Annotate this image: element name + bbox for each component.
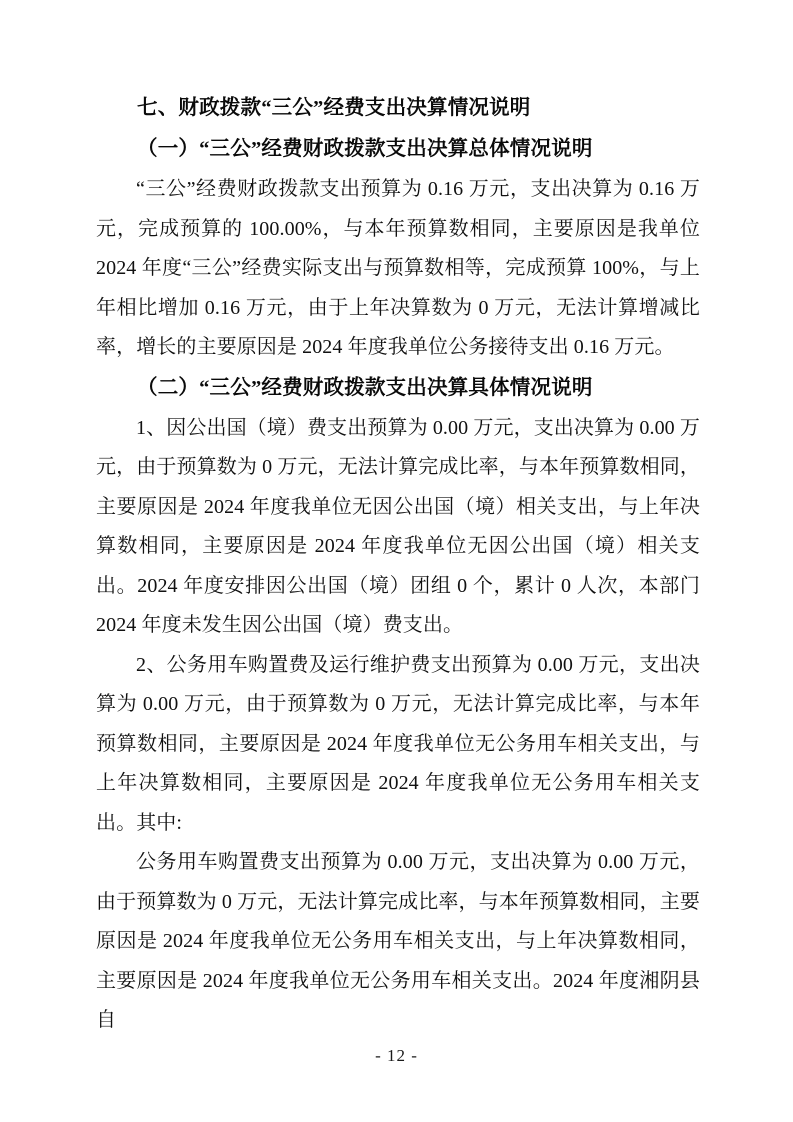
paragraph-official-vehicles: 2、公务用车购置费及运行维护费支出预算为 0.00 万元，支出决算为 0.00 万元，由于预算数为 0 万元，无法计算完成比率，与本年预算数相同，主要原因是 2024 年度我单位无公务用车相关支出，与上年决算数相同，主要原因是 2024 年度我单位无公务用车相关支出。其中: [96,653,700,834]
section-heading: 七、财政拨款“三公”经费支出决算情况说明 [137,97,531,119]
subsection-2-heading: （二）“三公”经费财政拨款支出决算具体情况说明 [137,376,593,399]
paragraph-vehicle-purchase: 公务用车购置费支出预算为 0.00 万元，支出决算为 0.00 万元，由于预算数为 0 万元，无法计算完成比率，与本年预算数相同，主要原因是 2024 年度我单位无公务用车相关支出，与上年决算数相同，主要原因是 2024 年度我单位无公务用车相关支出。2024 年度湘阴县自 [96,851,700,1031]
paragraph-overall-summary: “三公”经费财政拨款支出预算为 0.16 万元，支出决算为 0.16 万元，完成预算的 100.00%，与本年预算数相同，主要原因是我单位 2024 年度“三公”经费实际支出与预算数相等，完成预算 100%，与上年相比增加 0.16 万元，由于上年决算数为 0 万元，无法计算增减比率，增长的主要原因是 2024 年度我单位公务接待支出 0.16 万元。 [96,178,700,358]
page-number: - 12 - [375,1046,418,1065]
paragraph-overseas-travel: 1、因公出国（境）费支出预算为 0.00 万元，支出决算为 0.00 万元，由于预算数为 0 万元，无法计算完成比率，与本年预算数相同，主要原因是 2024 年度我单位无因公出国（境）相关支出，与上年决算数相同，主要原因是 2024 年度我单位无因公出国（境）相关支出。2024 年度安排因公出国（境）团组 0 个，累计 0 人次，本部门 2024 年度未发生因公出国（境）费支出。 [96,416,700,636]
page-content [96,88,700,1041]
subsection-1-heading: （一）“三公”经费财政拨款支出决算总体情况说明 [137,138,593,160]
